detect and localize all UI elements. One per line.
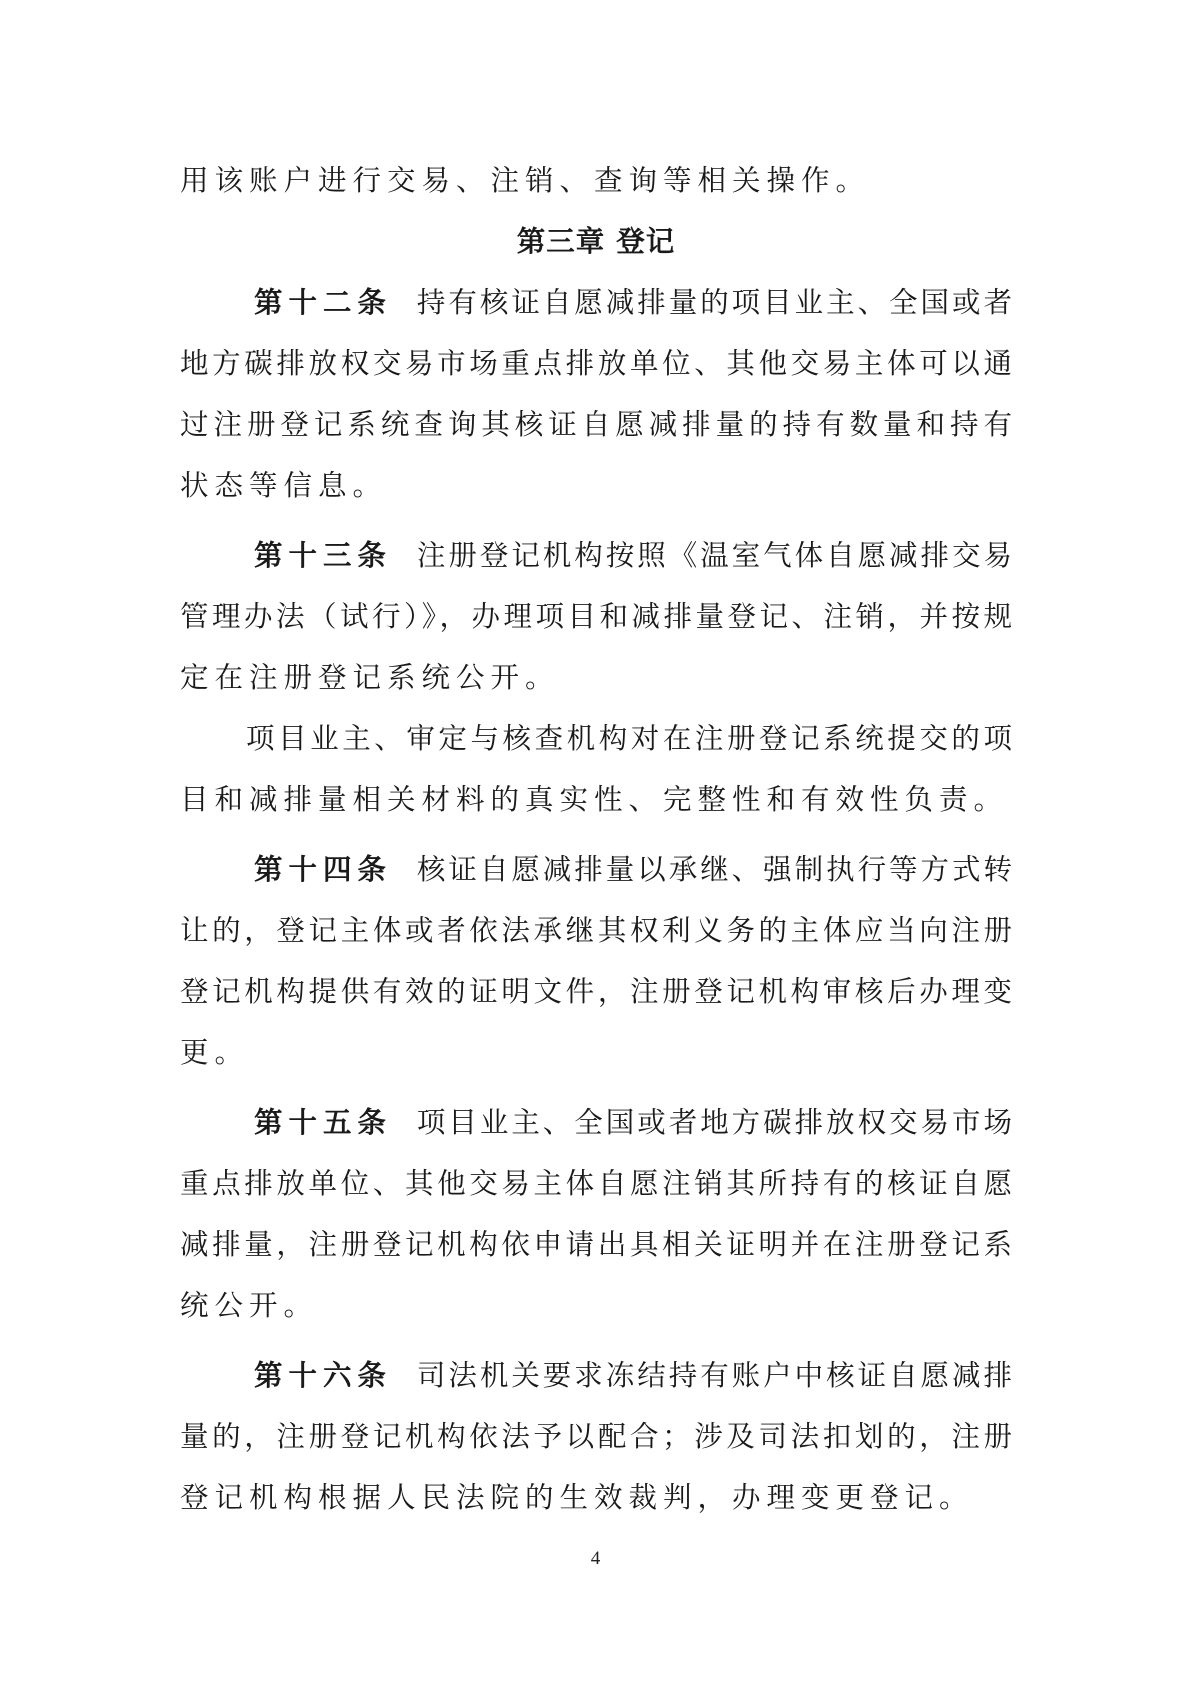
document-page bbox=[180, 150, 1012, 1528]
article-16-line-2: 量的，注册登记机构依法予以配合；涉及司法扣划的，注册 bbox=[180, 1420, 1012, 1453]
article-14-text-1: 核证自愿减排量以承继、强制执行等方式转 bbox=[413, 853, 1012, 886]
chapter-title: 第三章 登记 bbox=[516, 225, 676, 258]
article-12-number: 第十二条 bbox=[254, 286, 392, 319]
article-15-line-2: 重点排放单位、其他交易主体自愿注销其所持有的核证自愿 bbox=[180, 1167, 1012, 1200]
article-16 bbox=[180, 1345, 1012, 1528]
article-14-number: 第十四条 bbox=[254, 853, 392, 886]
article-15-line-4: 统公开。 bbox=[180, 1289, 319, 1322]
article-15-number: 第十五条 bbox=[254, 1106, 392, 1139]
article-14-line-4: 更。 bbox=[180, 1036, 250, 1069]
article-14-line-1 bbox=[180, 839, 1012, 900]
article-12-line-1 bbox=[180, 272, 1012, 333]
page-number: 4 bbox=[590, 1548, 601, 1569]
continuation-line: 用该账户进行交易、注销、查询等相关操作。 bbox=[180, 164, 871, 197]
article-12 bbox=[180, 272, 1012, 516]
article-13-number: 第十三条 bbox=[254, 539, 392, 572]
article-13-line-1 bbox=[180, 525, 1012, 586]
article-13 bbox=[180, 525, 1012, 708]
article-15-line-3: 减排量，注册登记机构依申请出具相关证明并在注册登记系 bbox=[180, 1228, 1012, 1261]
article-16-line-3: 登记机构根据人民法院的生效裁判，办理变更登记。 bbox=[180, 1481, 974, 1514]
article-16-line-1 bbox=[180, 1345, 1012, 1406]
article-13-line-2: 管理办法（试行）》，办理项目和减排量登记、注销，并按规 bbox=[180, 600, 1012, 633]
article-12-line-4: 状态等信息。 bbox=[180, 469, 388, 502]
article-13-paragraph-2 bbox=[180, 708, 1012, 830]
article-15-line-1 bbox=[180, 1092, 1012, 1153]
article-12-text-1: 持有核证自愿减排量的项目业主、全国或者 bbox=[413, 286, 1012, 319]
article-15 bbox=[180, 1092, 1012, 1336]
article-13-line-3: 定在注册登记系统公开。 bbox=[180, 661, 560, 694]
article-16-text-1: 司法机关要求冻结持有账户中核证自愿减排 bbox=[413, 1359, 1012, 1392]
article-15-text-1: 项目业主、全国或者地方碳排放权交易市场 bbox=[413, 1106, 1012, 1139]
article-13-para2-line-2: 目和减排量相关材料的真实性、完整性和有效性负责。 bbox=[180, 783, 1009, 816]
article-16-number: 第十六条 bbox=[254, 1359, 392, 1392]
article-12-line-3: 过注册登记系统查询其核证自愿减排量的持有数量和持有 bbox=[180, 408, 1012, 441]
article-13-para2-line-1: 项目业主、审定与核查机构对在注册登记系统提交的项 bbox=[246, 722, 1012, 755]
article-14 bbox=[180, 839, 1012, 1083]
article-14-line-2: 让的，登记主体或者依法承继其权利义务的主体应当向注册 bbox=[180, 914, 1012, 947]
article-13-text-1: 注册登记机构按照《温室气体自愿减排交易 bbox=[413, 539, 1012, 572]
article-14-line-3: 登记机构提供有效的证明文件，注册登记机构审核后办理变 bbox=[180, 975, 1012, 1008]
article-12-line-2: 地方碳排放权交易市场重点排放单位、其他交易主体可以通 bbox=[180, 347, 1012, 380]
